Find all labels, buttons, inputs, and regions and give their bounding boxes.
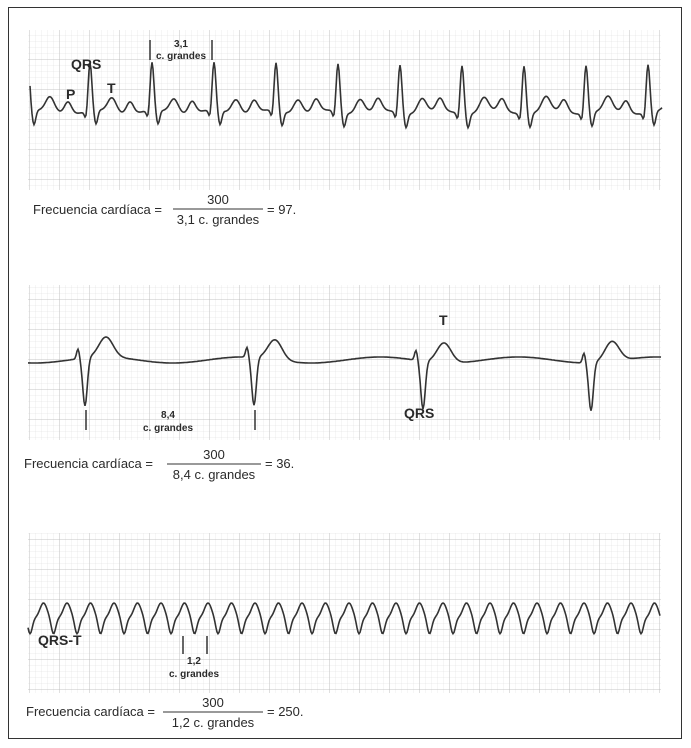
interval-unit-3: c. grandes (168, 669, 220, 680)
formula-denominator-1: 3,1 c. grandes (176, 212, 260, 227)
formula-result-2: = 36. (265, 456, 295, 471)
interval-value-2: 8,4 (161, 410, 175, 421)
interval-unit-1: c. grandes (155, 51, 207, 62)
formula-numerator-2: 300 (203, 447, 225, 462)
formula-numerator-3: 300 (202, 695, 224, 710)
formula-prefix-3: Frecuencia cardíaca = (26, 704, 155, 719)
p-wave-label: P (66, 86, 76, 102)
formula-denominator-3: 1,2 c. grandes (171, 715, 255, 730)
formula-denominator-2: 8,4 c. grandes (172, 467, 256, 482)
formula-result-1: = 97. (267, 202, 297, 217)
panel-3 (26, 533, 661, 730)
ecg-grid-1 (28, 30, 661, 190)
interval-value-3: 1,2 (187, 656, 201, 667)
t-wave-label: T (107, 80, 116, 96)
panel-2 (24, 285, 661, 482)
heart-rate-formula-2 (24, 447, 294, 482)
panel-1 (28, 30, 662, 227)
formula-result-3: = 250. (267, 704, 304, 719)
interval-value-1: 3,1 (174, 39, 188, 50)
heart-rate-formula-3 (26, 695, 304, 730)
t-wave-label-2: T (439, 312, 448, 328)
formula-prefix-1: Frecuencia cardíaca = (33, 202, 162, 217)
interval-unit-2: c. grandes (142, 423, 194, 434)
qrst-label: QRS-T (38, 632, 82, 648)
qrs-label-2: QRS (404, 405, 435, 421)
heart-rate-formula-1 (33, 192, 296, 227)
formula-prefix-2: Frecuencia cardíaca = (24, 456, 153, 471)
formula-numerator-1: 300 (207, 192, 229, 207)
qrs-label: QRS (71, 56, 102, 72)
